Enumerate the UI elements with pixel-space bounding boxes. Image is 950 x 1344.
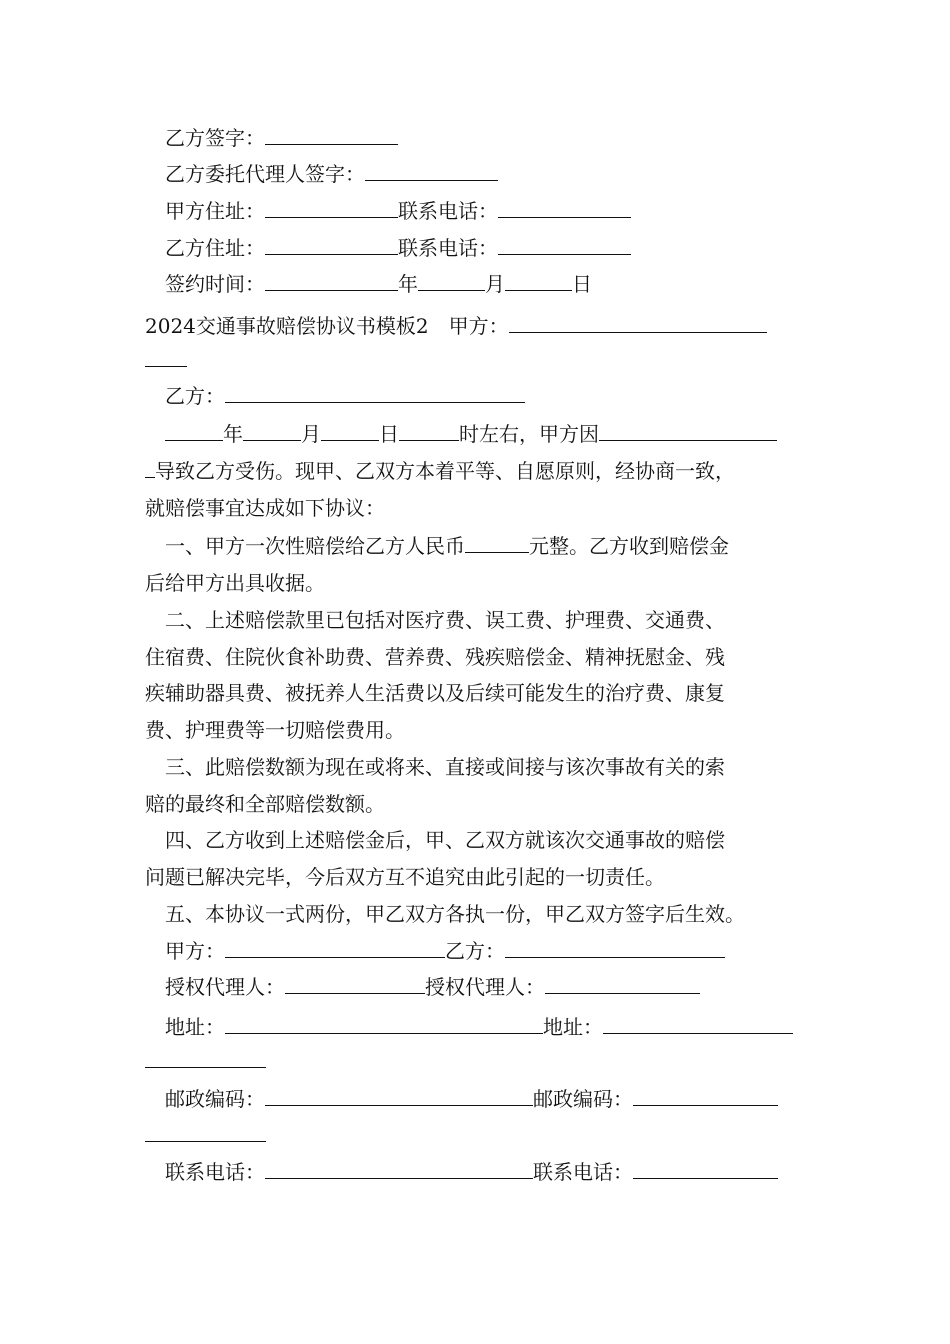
incident-time-label: 时左右，甲方因 <box>459 422 599 446</box>
yi-party-label: 乙方： <box>165 384 225 408</box>
clause3-text-b: 赔的最终和全部赔偿数额。 <box>145 792 385 816</box>
clause4-line2 <box>145 863 810 891</box>
yi-agent-sign-line <box>165 160 810 188</box>
incident-month-label: 月 <box>301 422 321 446</box>
sign-time-label: 签约时间： <box>165 272 265 296</box>
cont-text2: 就赔偿事宜达成如下协议： <box>145 496 385 520</box>
clause2-text-d: 费、护理费等一切赔偿费用。 <box>145 718 405 742</box>
clause1-line1 <box>165 532 810 560</box>
yi-phone-blank[interactable] <box>498 235 631 255</box>
yi-sign-label: 乙方签字： <box>165 126 265 150</box>
yi-agent-sign-blank[interactable] <box>365 161 498 181</box>
address-cont <box>145 1047 810 1075</box>
year-label: 年 <box>398 272 418 296</box>
clause3-line2 <box>145 790 810 818</box>
incident-day-blank[interactable] <box>321 421 379 441</box>
yi-sign-blank[interactable] <box>265 125 398 145</box>
clause2-text-a: 二、上述赔偿款里已包括对医疗费、误工费、护理费、交通费、 <box>165 608 725 632</box>
jia-phone2-blank[interactable] <box>265 1159 533 1179</box>
jia-postcode-label: 邮政编码： <box>165 1087 265 1111</box>
phone-line <box>165 1158 810 1186</box>
cont-line <box>145 457 810 485</box>
yi-blank[interactable] <box>505 938 725 958</box>
yi-phone2-label: 联系电话： <box>533 1160 633 1184</box>
jia-address-blank[interactable] <box>265 198 398 218</box>
yi-phone2-blank[interactable] <box>633 1159 778 1179</box>
yi-agent-label: 授权代理人： <box>425 975 545 999</box>
yi-party-blank[interactable] <box>225 383 525 403</box>
jia-phone-blank[interactable] <box>498 198 631 218</box>
party-sign-line <box>165 937 810 965</box>
cont-line2 <box>145 494 810 522</box>
clause1-text-c: 后给甲方出具收据。 <box>145 571 325 595</box>
clause4-text-a: 四、乙方收到上述赔偿金后，甲、乙双方就该次交通事故的赔偿 <box>165 828 725 852</box>
yi-address-line <box>165 234 810 262</box>
yi-sign-line <box>165 124 810 152</box>
clause2-line3 <box>145 679 810 707</box>
jia-address-label: 甲方住址： <box>165 199 265 223</box>
jia-phone2-label: 联系电话： <box>165 1160 265 1184</box>
address-line <box>165 1013 810 1041</box>
jia-agent-blank[interactable] <box>285 974 425 994</box>
jia-blank[interactable] <box>225 938 445 958</box>
postcode-line <box>165 1085 810 1113</box>
jia-label: 甲方： <box>165 939 225 963</box>
cause-blank-tail[interactable] <box>145 458 155 478</box>
yi-agent-blank[interactable] <box>545 974 700 994</box>
incident-year-label: 年 <box>223 422 243 446</box>
clause1-line2 <box>145 569 810 597</box>
clause4-line1 <box>165 826 810 854</box>
clause2-line1 <box>165 606 810 634</box>
yi-address-label: 乙方住址： <box>165 236 265 260</box>
yi-addr-blank[interactable] <box>603 1014 793 1034</box>
yi-postcode-label: 邮政编码： <box>533 1087 633 1111</box>
month-label: 月 <box>485 272 505 296</box>
yi-phone-label: 联系电话： <box>398 236 498 260</box>
clause2-text-c: 疾辅助器具费、被抚养人生活费以及后续可能发生的治疗费、康复 <box>145 681 725 705</box>
clause1-text-b: 元整。乙方收到赔偿金 <box>529 534 729 558</box>
day-blank[interactable] <box>505 271 572 291</box>
yi-party-line <box>165 382 810 410</box>
incident-year-blank[interactable] <box>165 421 223 441</box>
yi-label: 乙方： <box>445 939 505 963</box>
clause3-text-a: 三、此赔偿数额为现在或将来、直接或间接与该次事故有关的索 <box>165 755 725 779</box>
yi-address-blank[interactable] <box>265 235 398 255</box>
clause1-text-a: 一、甲方一次性赔偿给乙方人民币 <box>165 534 465 558</box>
incident-month-blank[interactable] <box>243 421 301 441</box>
clause4-text-b: 问题已解决完毕，今后双方互不追究由此引起的一切责任。 <box>145 865 665 889</box>
jia-party-blank[interactable] <box>509 313 767 333</box>
month-blank[interactable] <box>418 271 485 291</box>
amount-blank[interactable] <box>465 533 529 553</box>
day-label: 日 <box>572 272 592 296</box>
clause5-text: 五、本协议一式两份，甲乙双方各执一份，甲乙双方签字后生效。 <box>165 902 745 926</box>
auth-agent-line <box>165 973 810 1001</box>
sign-time-line <box>165 270 810 298</box>
yi-agent-sign-label: 乙方委托代理人签字： <box>165 162 365 186</box>
postcode-cont <box>145 1121 810 1149</box>
yi-postcode-blank-tail[interactable] <box>145 1122 266 1142</box>
year-blank[interactable] <box>265 271 398 291</box>
cause-blank[interactable] <box>599 421 777 441</box>
date-incident-line <box>165 420 810 448</box>
yi-addr-blank-tail[interactable] <box>145 1048 266 1068</box>
clause3-line1 <box>165 753 810 781</box>
clause2-line2 <box>145 643 810 671</box>
jia-address-line <box>165 197 810 225</box>
yi-addr-label: 地址： <box>543 1015 603 1039</box>
clause2-text-b: 住宿费、住院伙食补助费、营养费、残疾赔偿金、精神抚慰金、残 <box>145 645 725 669</box>
jia-phone-label: 联系电话： <box>398 199 498 223</box>
cont-text: 导致乙方受伤。现甲、乙双方本着平等、自愿原则，经协商一致， <box>155 459 735 483</box>
incident-hour-blank[interactable] <box>399 421 459 441</box>
jia-party-blank-cont <box>145 346 810 374</box>
jia-addr-label: 地址： <box>165 1015 225 1039</box>
jia-agent-label: 授权代理人： <box>165 975 285 999</box>
template-title: 2024交通事故赔偿协议书模板2 甲方： <box>145 314 509 338</box>
jia-party-blank-tail[interactable] <box>145 347 187 367</box>
template-title-line <box>145 312 810 340</box>
clause2-line4 <box>145 716 810 744</box>
jia-postcode-blank[interactable] <box>265 1086 533 1106</box>
clause5-line <box>165 900 810 928</box>
yi-postcode-blank[interactable] <box>633 1086 778 1106</box>
incident-day-label: 日 <box>379 422 399 446</box>
jia-addr-blank[interactable] <box>225 1014 543 1034</box>
